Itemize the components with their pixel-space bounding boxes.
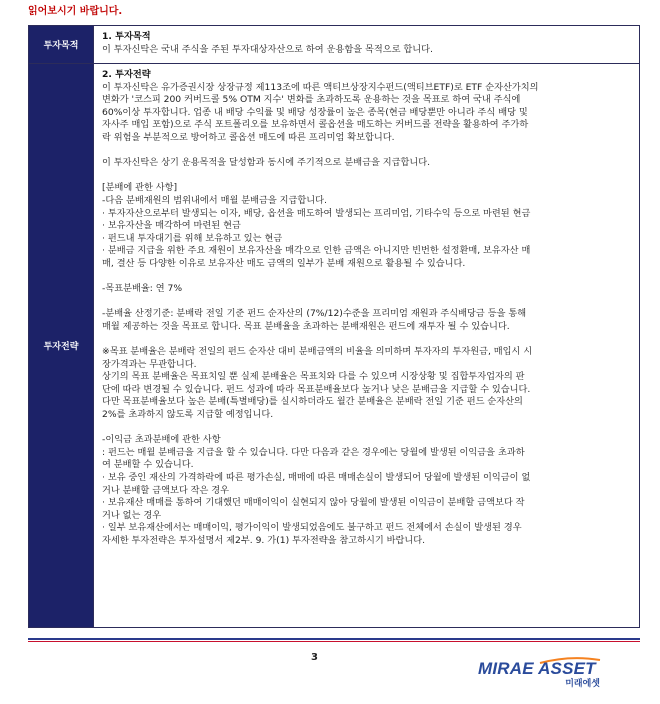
objective-text: 이 투자신탁은 국내 주식을 주된 투자대상자산으로 하여 운용함을 목적으로 합니다. [102, 43, 433, 55]
excess-distribution-section: -이익금 초과분배에 관한 사항 : 펀드는 매월 분배금을 지급을 할 수 있습니다. 다만 다음과 같은 경우에는 당월에 발생된 이익금을 초과하 여 분배할 수 있습니다. · 보유 중인 재산의 가격하락에 따른 평가손실, 매매에 따른 매매손실이 발생되어 당월에 발생된 이익금이 없 거나 분배할 금액보다 작은 경우 · 보유재산 매매를 통하여 기대했던 매매이익이 실현되지 않아 당월에 발생된 이익금이 분배할 금액보다 작 거나 없는 경우 · 일부 보유재산에서는 매매이익, 평가이익이 발생되었음에도 불구하고 펀드 전체에서 손실이 발생된 경우 자세한 투자전략은 투자설명서 제2부. 9. 가(1) 투자전략을 참고하시기 바랍니다. [102, 434, 531, 546]
table-row-objective [29, 26, 640, 64]
footer-divider [28, 638, 640, 640]
objective-title: 1. 투자목적 [102, 31, 151, 42]
target-distribution-rate: -목표분배율: 연 7% [102, 283, 183, 295]
strategy-paragraph-1: 이 투자신탁은 유가증권시장 상장규정 제113조에 따른 액티브상장지수펀드(액티브ETF)로 ETF 순자산가치의 변화가 '코스피 200 커버드콜 5% OTM 지수' 변화를 초과하도록 운용하는 것을 목표로 하여 국내 주식에 60%이상 투자합니다. 업종 내 배당 수익률 및 배당 성장률이 높은 종목(현금 배당뿐만 아니라 주식 배당 및 자사주 매입 포함)으로 주식 포트폴리오를 보유하면서 콜옵션을 매도하는 커버드콜 전략을 활용하여 주가하 락 위험을 부분적으로 방어하고 콜옵션 매도에 따른 프리미엄 확보합니다. [102, 81, 539, 143]
footer-divider-accent [28, 641, 640, 642]
investment-summary-table [28, 25, 640, 628]
top-note: 읽어보시기 바랍니다. [28, 6, 123, 17]
strategy-paragraph-2: 이 투자신탁은 상기 운용목적을 달성함과 동시에 주기적으로 분배금을 지급합니다. [102, 157, 431, 169]
row-label-objective: 투자목적 [29, 26, 94, 64]
logo-korean-text: 미래에셋 [565, 679, 600, 689]
logo-text: MIRAE ASSET [478, 659, 596, 678]
distribution-basis: -분배율 산정기준: 분배락 전일 기준 펀드 순자산의 (7%/12)수준을 프리미엄 재원과 주식배당금 등을 통해 매월 제공하는 것을 목표로 합니다. 목표 분배율을 초과하는 분배재원은 펀드에 재투자 될 수 있습니다. [102, 308, 527, 332]
row-label-strategy: 투자전략 [29, 64, 94, 628]
strategy-title: 2. 투자전략 [102, 69, 151, 80]
strategy-content [94, 64, 640, 628]
page-number: 3 [311, 652, 318, 663]
distribution-note: ※목표 분배율은 분배락 전일의 펀드 순자산 대비 분배금액의 비율을 의미하며 투자자의 투자원금, 매입시 시 장가격과는 무관합니다. 상기의 목표 분배율은 목표치일 뿐 실제 분배율은 목표치와 다를 수 있으며 시장상황 및 집합투자업자의 판 단에 따라 변경될 수 있습니다. 펀드 성과에 따라 목표분배율보다 높거나 낮은 분배금을 지급할 수 있습니다. 다만 목표분배율보다 높은 분배(특별배당)를 실시하더라도 월간 분배율은 분배락 전일 기준 펀드 순자산의 2%를 초과하지 않도록 지급할 예정입니다. [102, 346, 533, 421]
objective-content [94, 26, 640, 64]
table-row-strategy [29, 64, 640, 628]
distribution-section: [분배에 관한 사항] -다음 분배재원의 범위내에서 매월 분배금을 지급합니다. · 투자자산으로부터 발생되는 이자, 배당, 옵션을 매도하여 발생되는 프리미엄, 기타수익 등으로 마련된 현금 · 보유자산을 매각하여 마련된 현금 · 펀드내 투자대기를 위해 보유하고 있는 현금 · 분배금 지급을 위한 주요 재원이 보유자산을 매각으로 인한 금액은 아니지만 빈번한 설정환매, 보유자산 매 매, 결산 등 다양한 이유로 보유자산 매도 금액의 일부가 분배 재원으로 활용될 수 있습니다. [102, 182, 531, 269]
mirae-asset-logo [478, 657, 618, 689]
